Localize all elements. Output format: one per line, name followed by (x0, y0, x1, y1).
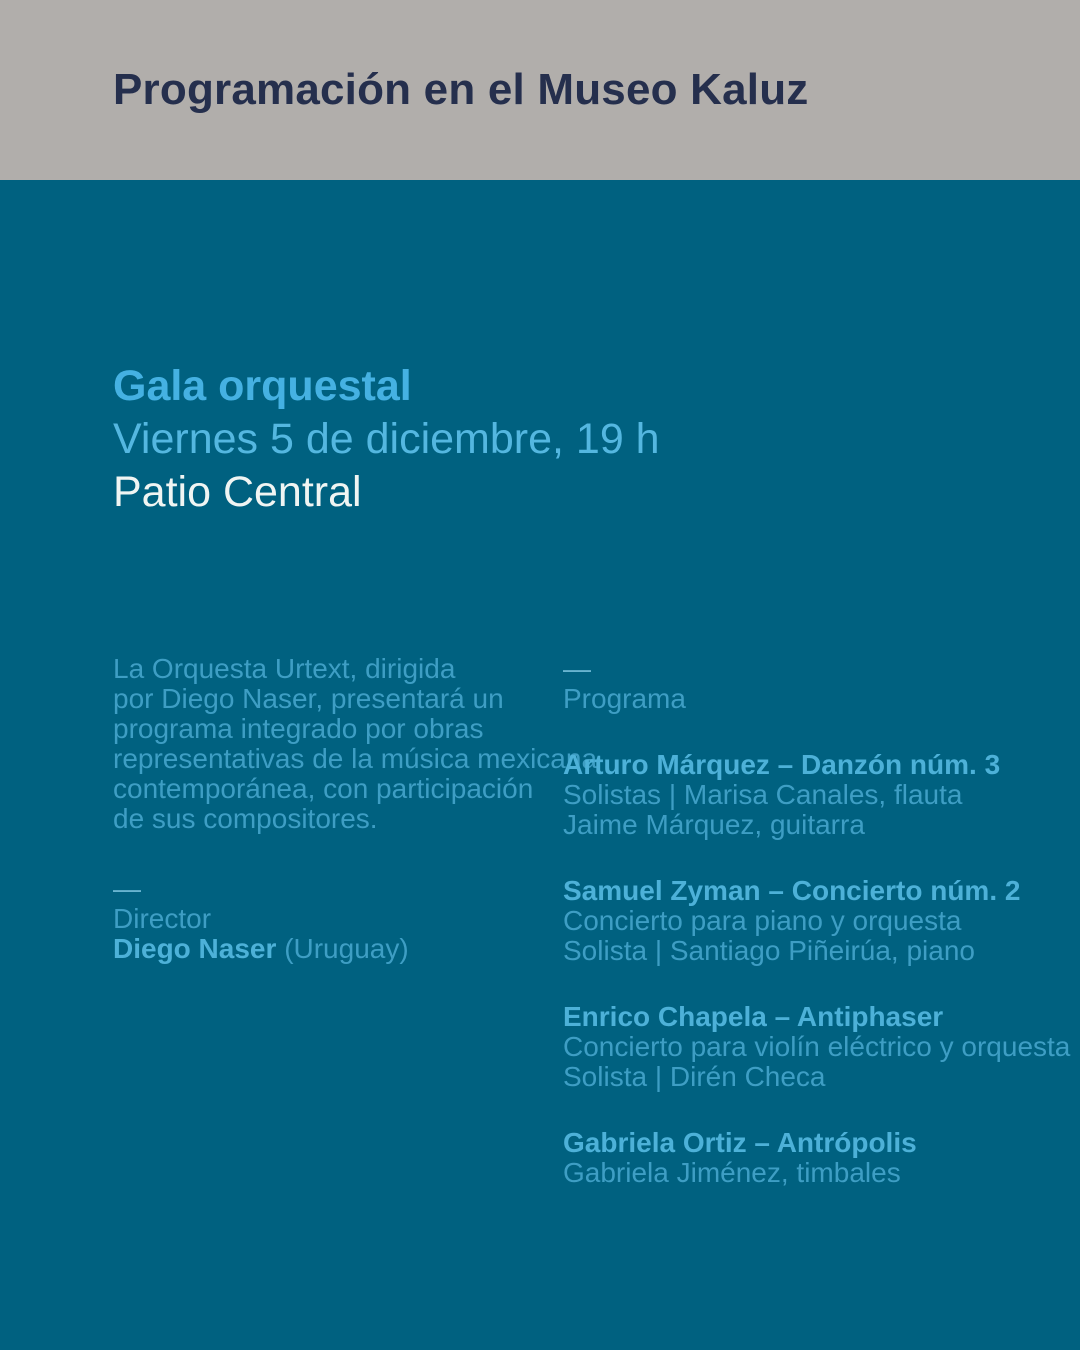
director-name: Diego Naser (113, 933, 277, 964)
program-label: Programa (563, 683, 686, 714)
program-item-title: Enrico Chapela – Antiphaser (563, 1001, 944, 1032)
program-item-detail: Solista | Santiago Piñeirúa, piano (563, 935, 975, 966)
director-origin: (Uruguay) (284, 933, 409, 964)
about-column (113, 653, 598, 964)
page-title: Programación en el Museo Kaluz (113, 65, 809, 114)
program-item-title: Gabriela Ortiz – Antrópolis (563, 1127, 917, 1158)
program-item-detail: Solistas | Marisa Canales, flauta (563, 779, 963, 810)
director-name-line (113, 934, 583, 964)
description-line: La Orquesta Urtext, dirigida (113, 653, 456, 684)
description-line: contemporánea, con participación (113, 773, 534, 804)
program-item-detail: Concierto para violín eléctrico y orquesta (563, 1031, 1071, 1062)
event-description (113, 653, 598, 834)
director-label: Director (113, 903, 212, 934)
header-band (0, 0, 1080, 180)
program-item (563, 876, 1063, 966)
program-item (563, 1128, 1063, 1188)
program-item-detail: Gabriela Jiménez, timbales (563, 1157, 901, 1188)
description-line: programa integrado por obras (113, 713, 484, 744)
program-item (563, 750, 1063, 840)
program-item-title: Arturo Márquez – Danzón núm. 3 (563, 749, 1001, 780)
event-block (113, 360, 660, 519)
description-line: por Diego Naser, presentará un (113, 683, 504, 714)
program-column (563, 653, 1071, 1188)
program-item (563, 1001, 1071, 1092)
section-divider-dash: — (113, 873, 141, 904)
program-item-detail: Solista | Dirén Checa (563, 1061, 826, 1092)
description-line: de sus compositores. (113, 803, 378, 834)
program-item-detail: Concierto para piano y orquesta (563, 905, 962, 936)
event-title: Gala orquestal (113, 362, 412, 410)
event-venue: Patio Central (113, 468, 362, 516)
description-line: representativas de la música mexicana (113, 743, 598, 774)
section-divider-dash: — (563, 653, 591, 684)
event-datetime: Viernes 5 de diciembre, 19 h (113, 415, 660, 463)
program-item-title: Samuel Zyman – Concierto núm. 2 (563, 875, 1021, 906)
program-item-detail: Jaime Márquez, guitarra (563, 809, 865, 840)
